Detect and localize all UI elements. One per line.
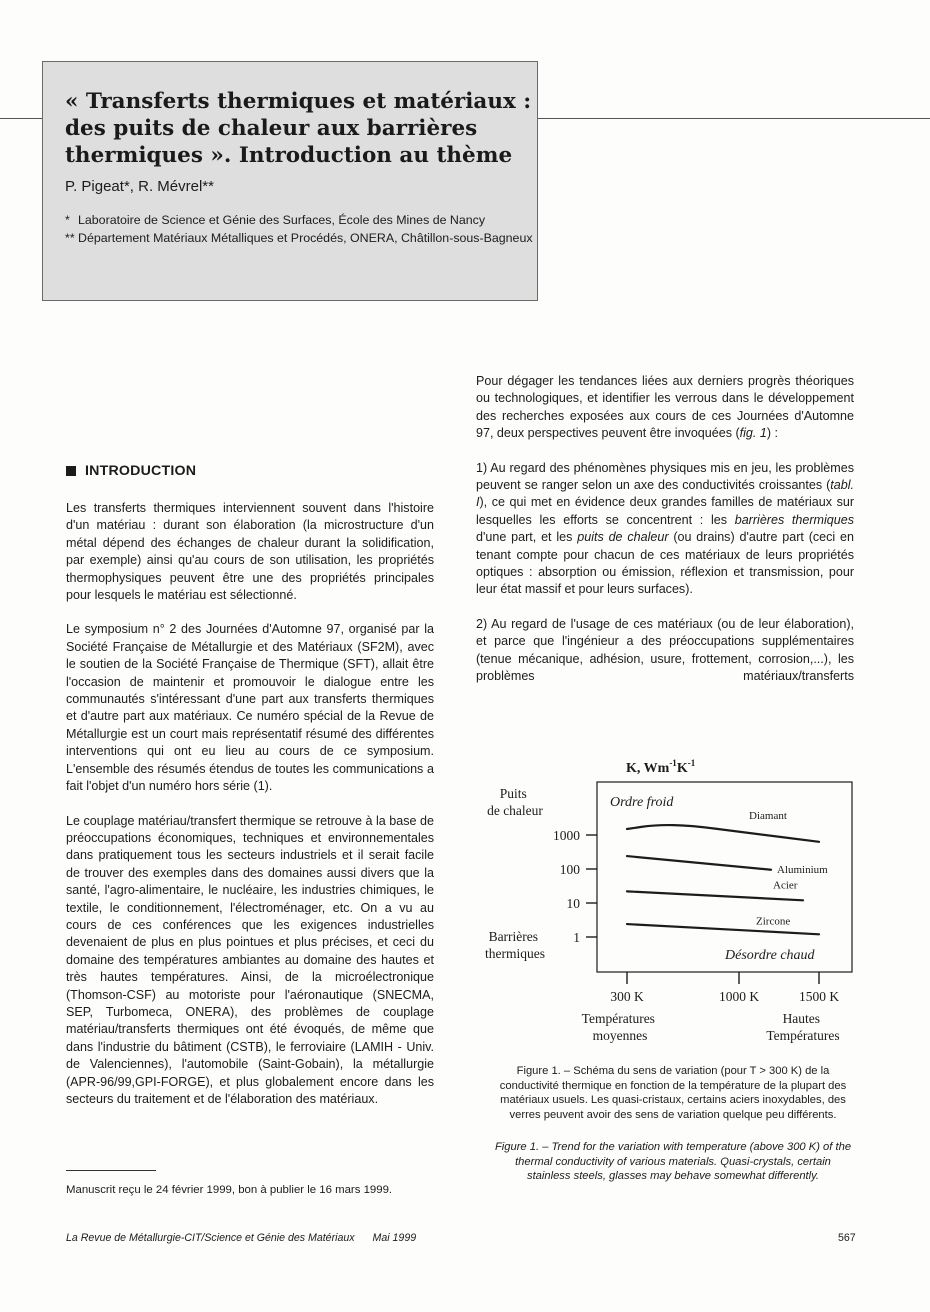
label-line: Hautes: [782, 1011, 821, 1026]
title-box: [42, 61, 538, 301]
left-column: [66, 500, 434, 1125]
square-bullet-icon: [66, 466, 76, 476]
footnote: Manuscrit reçu le 24 février 1999, bon à publier le 16 mars 1999.: [66, 1184, 393, 1196]
text-run: (ou drains) d'autre part (ceci en tenant compte pour chacun de ces matériaux de leurs propriétés optiques : absorption ou émission, réflexion et transmission, pour leur état massif et pour leurs surfaces).: [476, 530, 854, 597]
series-label: Zircone: [756, 915, 791, 928]
x-group-label-high: [766, 1011, 839, 1043]
y-axis: [553, 828, 597, 945]
unit-part: K, Wm: [626, 761, 670, 776]
x-tick-label: 1500 K: [798, 989, 840, 1004]
emphasis: puits de chaleur: [577, 530, 669, 545]
affiliation-text: Laboratoire de Science et Génie des Surfaces, École des Mines de Nancy: [78, 213, 486, 227]
series-label: Aluminium: [777, 863, 828, 876]
label-line: thermiques: [485, 946, 545, 961]
footnote-rule: [66, 1170, 156, 1171]
x-tick-label: 300 K: [610, 989, 644, 1004]
right-column: [476, 373, 854, 703]
unit-exponent: -1: [687, 758, 696, 768]
label-line: Barrières: [488, 929, 539, 944]
label-line: moyennes: [592, 1028, 648, 1043]
affiliation-2: [65, 230, 533, 248]
affiliations: [65, 212, 533, 247]
affiliation-mark: *: [65, 213, 70, 227]
region-label-cold: Ordre froid: [610, 795, 674, 810]
y-side-label-top: [487, 786, 543, 818]
text-run: ) :: [766, 426, 779, 441]
series-group: [627, 810, 828, 934]
text-run: Pour dégager les tendances liées aux derniers progrès théoriques ou technologiques, et identifier les verrous dans le développement des recherches exposées aux cours de ces Journées d'Automne 97, deux perspectives peuvent être invoquées (: [476, 374, 854, 441]
issue-date: Mai 1999: [372, 1232, 417, 1244]
unit-part: K: [676, 761, 688, 776]
label-line: Températures: [766, 1028, 840, 1043]
authors: P. Pigeat*, R. Mévrel**: [65, 178, 214, 195]
affiliation-1: [65, 212, 533, 230]
y-tick-label: 1: [573, 930, 580, 945]
region-label-hot: Désordre chaud: [725, 948, 815, 963]
emphasis: barrières thermiques: [734, 512, 854, 527]
text-run: ), ce qui met en évidence deux grandes familles de matériaux sur lesquelles les efforts se concentrent : les: [476, 495, 854, 527]
text-run: d'une part, et les: [476, 530, 578, 545]
header-rule-right: [538, 118, 930, 119]
x-group-label-medium: [582, 1011, 659, 1043]
figure-reference: fig. 1: [739, 426, 767, 441]
figure-caption-en: Figure 1. – Trend for the variation with temperature (above 300 K) of the thermal conductivity of various materials. Quasi-crystals, certain stainless steels, glasses may behave somewhat differently.: [494, 1141, 852, 1183]
x-tick-label: 1000 K: [718, 989, 760, 1004]
paragraph: Le symposium n° 2 des Journées d'Automne 97, organisé par la Société Française de Métallurgie et des Matériaux (SF2M), avec le soutien de la Société Française de Thermique (SFT), allait être l'occasion de maintenir et promouvoir le dialogue entre les communautés s'intéressant d'une part aux transferts thermiques et d'autre part aux matériaux. Ce numéro spécial de la Revue de Métallurgie est un court mais représentatif résumé des différentes interventions qui ont eu lieu au cours de ce symposium. L'ensemble des résumés étendus de toutes les communications a fait l'objet d'un numéro hors série (1).: [66, 622, 434, 794]
series-line-diamant: [627, 825, 819, 842]
series-line-aluminium: [627, 856, 771, 870]
label-line: Puits: [499, 786, 527, 801]
page-number: 567: [838, 1232, 856, 1244]
series-label: Acier: [773, 879, 798, 892]
series-line-acier: [627, 891, 803, 900]
figure-1-chart: [470, 750, 870, 1050]
x-axis: [610, 972, 839, 1004]
journal-footer: [66, 1232, 416, 1244]
paragraph: [476, 460, 854, 599]
affiliation-mark: **: [65, 230, 75, 245]
affiliation-text: Département Matériaux Métalliques et Procédés, ONERA, Châtillon-sous-Bagneux: [78, 230, 533, 245]
y-side-label-bottom: [485, 929, 545, 961]
label-line: Températures: [581, 1011, 655, 1026]
journal-name: La Revue de Métallurgie-CIT/Science et Génie des Matériaux: [66, 1232, 355, 1244]
section-heading: [66, 463, 196, 479]
article-title: « Transferts thermiques et matériaux : des puits de chaleur aux barrières thermiques ». Introduction au thème: [65, 89, 532, 168]
paragraph: Les transferts thermiques interviennent souvent dans l'histoire d'un matériau : durant son élaboration (la microstructure d'un métal dépend des échanges de chaleur durant la solidification, par exemple) ainsi qu'au cours de son utilisation, les propriétés thermophysiques peuvent être une des propriétés principales pour lesquels le matériau est sélectionné.: [66, 501, 434, 603]
paragraph: Le couplage matériau/transfert thermique se retrouve à la base de préoccupations économiques, techniques et environnementales dans pratiquement tous les secteurs industriels et il serait facile de trouver des exemples dans des domaines aussi divers que la santé, l'agro-alimentaire, le nucléaire, les industries chimiques, le textile, le conditionnement, l'électroménager, etc. On a vu au cours de ces conférences que les exigences industrielles devenaient de plus en plus pointues et plus précises, et ceci du domaine des températures ambiantes au domaine des hautes et très hautes températures. Ainsi, de la microélectronique (Thomson-CSF) au motoriste pour l'aéronautique (SNECMA, SEP, Turbomeca, ONERA), des problèmes de couplage matériau/transferts thermiques ont été évoqués, de même que dans l'industrie du bâtiment (CSTB), le ferroviaire (LAMIH - Univ. de Valenciennes), l'automobile (Saint-Gobain), la métallurgie (APR-96/99,GPI-FORGE), et plus globalement encore dans les secteurs du traitement et de l'élaboration des matériaux.: [66, 813, 434, 1106]
y-tick-label: 10: [566, 896, 580, 911]
header-rule-left: [0, 118, 42, 119]
figure-caption-fr: Figure 1. – Schéma du sens de variation (pour T > 300 K) de la conductivité thermique en fonction de la température de la plupart des matériaux usuels. Les quasi-cristaux, certains aciers inoxydables, des verres peuvent avoir des sens de variation quelque peu différents.: [499, 1065, 847, 1121]
section-heading-text: INTRODUCTION: [85, 463, 197, 479]
label-line: de chaleur: [487, 803, 543, 818]
series-label: Diamant: [749, 809, 787, 822]
paragraph: [476, 373, 854, 443]
y-tick-label: 100: [559, 862, 580, 877]
unit-exponent: -1: [669, 758, 677, 768]
table-reference: tabl. I: [476, 478, 854, 510]
y-tick-label: 1000: [553, 828, 580, 843]
plot-frame: [597, 782, 852, 972]
y-axis-unit-label: [626, 758, 696, 776]
text-run: 1) Au regard des phénomènes physiques mis en jeu, les problèmes peuvent se ranger selon un axe des conductivités croissantes (: [476, 460, 854, 493]
paragraph: 2) Au regard de l'usage de ces matériaux (ou de leur élaboration), et parce que l'ingénieur a des préoccupations supplémentaires (tenue mécanique, adhésion, usure, frottement, corrosion,...), les problèmes matériaux/transferts: [476, 616, 854, 684]
